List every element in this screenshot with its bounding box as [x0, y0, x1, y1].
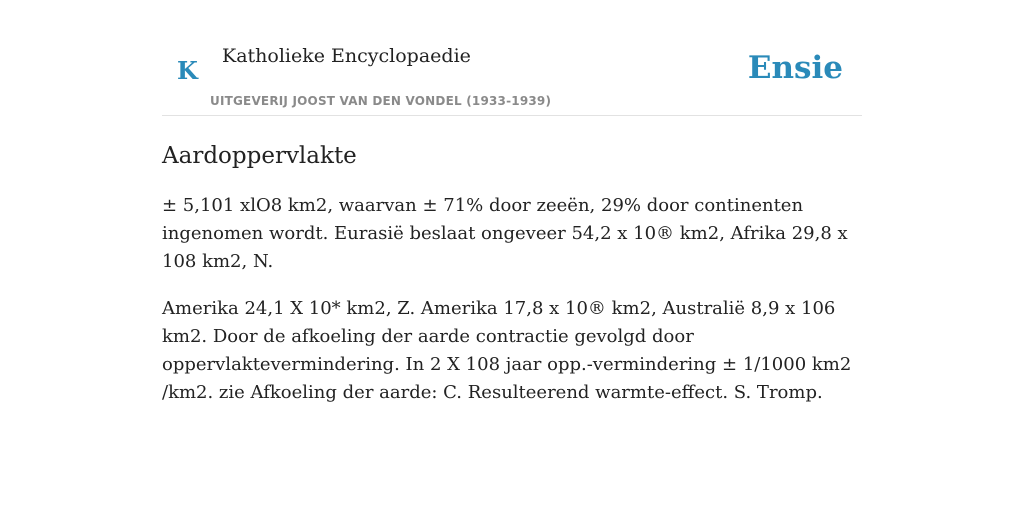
encyclopedia-logo-link[interactable]: K	[177, 56, 198, 85]
article	[162, 141, 862, 407]
header	[162, 44, 862, 116]
page	[162, 0, 862, 407]
article-paragraph: ± 5,101 xlO8 km2, waarvan ± 71% door zeeën, 29% door continenten ingenomen wordt. Eurasië beslaat ongeveer 54,2 x 10® km2, Afrika 29,8 x 108 km2, N.	[162, 195, 848, 272]
encyclopedia-title[interactable]: Katholieke Encyclopaedie	[222, 45, 471, 67]
article-title: Aardoppervlakte	[162, 143, 357, 169]
publisher-label: UITGEVERIJ JOOST VAN DEN VONDEL (1933-1939)	[210, 94, 552, 108]
ensie-logo-link[interactable]: Ensie	[747, 50, 843, 86]
article-paragraph: Amerika 24,1 X 10* km2, Z. Amerika 17,8 x 10® km2, Australië 8,9 x 106 km2. Door de afkoeling der aarde contractie gevolgd door oppervlaktevermindering. In 2 X 108 jaar opp.-vermindering ± 1/1000 km2 /km2. zie Afkoeling der aarde: C. Resulteerend warmte-effect. S. Tromp.	[162, 298, 852, 403]
